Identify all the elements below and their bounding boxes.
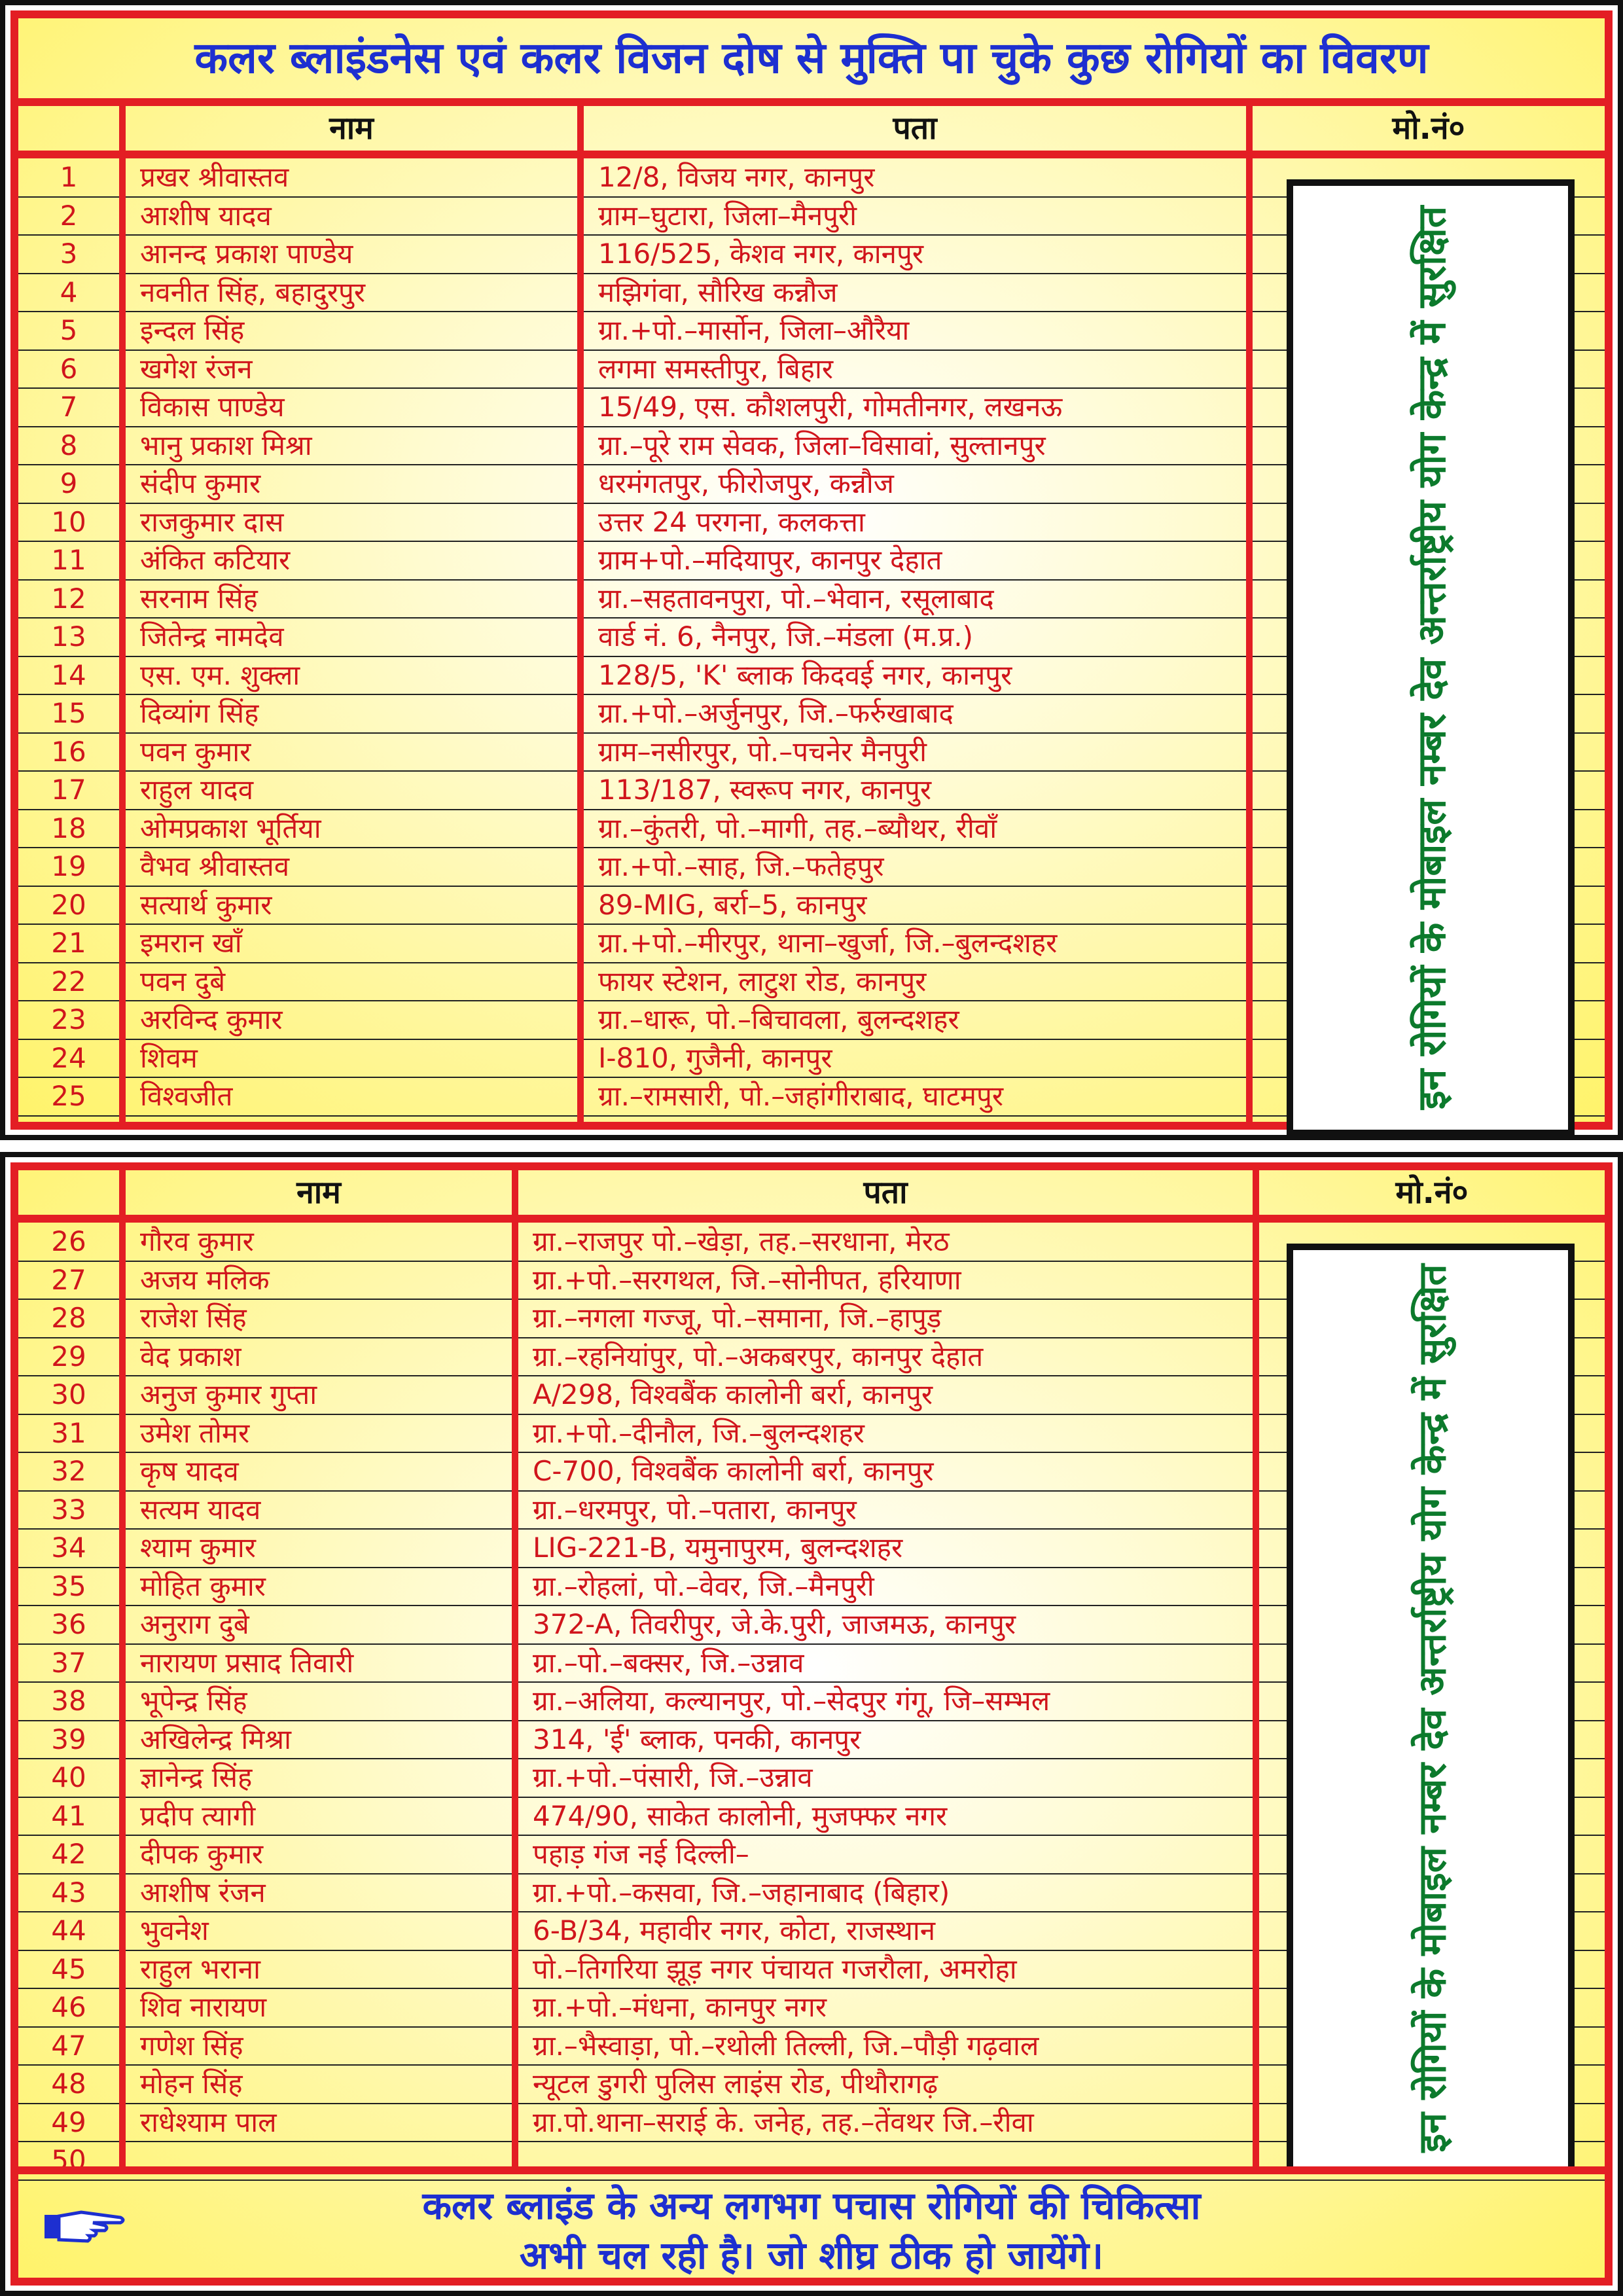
patient-name: शिव नारायण xyxy=(140,1991,267,2023)
patient-address: ग्रा.–भैस्वाड़ा, पो.–रथोली तिल्ली, जि.–पौड़ी गढ़वाल xyxy=(533,2029,1039,2062)
row-number: 31 xyxy=(51,1416,86,1449)
patient-name: अरविन्द कुमार xyxy=(140,1003,283,1035)
patient-address: 314, 'ई' ब्लाक, पनकी, कानपुर xyxy=(533,1723,861,1755)
patient-name: दीपक कुमार xyxy=(140,1838,264,1870)
patient-name: इमरान खाँ xyxy=(140,927,242,959)
row-number: 29 xyxy=(51,1340,86,1372)
patient-address: ग्रा.–धारू, पो.–बिचावला, बुलन्दशहर xyxy=(598,1003,959,1035)
patient-name: भूपेन्द्र सिंह xyxy=(140,1685,247,1717)
patient-name: शिवम xyxy=(140,1041,198,1074)
patient-name: आनन्द प्रकाश पाण्डेय xyxy=(140,238,353,270)
patient-address: ग्रा.+पो.–दीनौल, जि.–बुलन्दशहर xyxy=(533,1416,865,1449)
row-number: 33 xyxy=(51,1493,86,1526)
row-number: 10 xyxy=(51,505,86,538)
patient-name: अनुराग दुबे xyxy=(140,1608,249,1640)
row-number: 18 xyxy=(51,812,86,844)
patient-address: I-810, गुजैनी, कानपुर xyxy=(598,1041,832,1074)
row-number: 38 xyxy=(51,1685,86,1717)
patient-address: न्यूटल डुगरी पुलिस लाइंस रोड, पीथौरागढ़ xyxy=(533,2068,938,2100)
row-number: 40 xyxy=(51,1761,86,1793)
patient-address: ग्रा.–सहतावनपुरा, पो.–भेवान, रसूलाबाद xyxy=(598,582,994,615)
mobile-numbers-notice-box xyxy=(1287,1244,1575,2173)
row-number: 12 xyxy=(51,582,86,615)
header-mobile: मो.नं० xyxy=(1392,110,1465,147)
pointing-hand-icon xyxy=(42,2203,127,2249)
patient-name: नवनीत सिंह, बहादुरपुर xyxy=(140,276,366,308)
patient-address: ग्राम–नसीरपुर, पो.–पचनेर मैनपुरी xyxy=(598,735,927,768)
row-number: 28 xyxy=(51,1302,86,1334)
patient-name: खगेश रंजन xyxy=(140,352,253,385)
row-number: 3 xyxy=(60,238,78,270)
patient-name: आशीष रंजन xyxy=(140,1876,266,1909)
mobile-numbers-notice-box xyxy=(1287,179,1575,1136)
row-number: 15 xyxy=(51,697,86,729)
patient-name: एस. एम. शुक्ला xyxy=(140,658,300,691)
footer-note xyxy=(18,2166,1605,2278)
table-header xyxy=(18,106,1605,151)
patient-name: अखिलेन्द्र मिश्रा xyxy=(140,1723,292,1755)
mobile-numbers-notice: इन रोगियों के मोबाइल नम्बर देव अन्तर्राष्ट्रीय योग केन्द्र में सुरक्षित xyxy=(1410,1264,1455,2153)
patient-address: ग्रा.+पो.–पंसारी, जि.–उन्नाव xyxy=(533,1761,813,1793)
patient-address: फायर स्टेशन, लाटुश रोड, कानपुर xyxy=(598,965,927,997)
header-name: नाम xyxy=(296,1174,341,1211)
patient-name: श्याम कुमार xyxy=(140,1532,256,1564)
patient-name: विकास पाण्डेय xyxy=(140,391,285,423)
row-number: 22 xyxy=(51,965,86,997)
patient-address: वार्ड नं. 6, नैनपुर, जि.–मंडला (म.प्र.) xyxy=(598,620,974,653)
patient-address: ग्राम+पो.–मदियापुर, कानपुर देहात xyxy=(598,544,942,576)
header-mobile: मो.नं० xyxy=(1395,1174,1469,1211)
patient-name: गौरव कुमार xyxy=(140,1225,254,1257)
row-number: 6 xyxy=(60,352,78,385)
patient-address: धरमंगतपुर, फीरोजपुर, कन्नौज xyxy=(598,467,894,499)
row-number: 47 xyxy=(51,2029,86,2062)
row-number: 34 xyxy=(51,1532,86,1564)
table-header xyxy=(18,1170,1605,1215)
row-number: 49 xyxy=(51,2106,86,2138)
row-number: 36 xyxy=(51,1608,86,1640)
patient-address: ग्रा.–रामसारी, पो.–जहांगीराबाद, घाटमपुर xyxy=(598,1080,1004,1112)
patient-name: अनुज कुमार गुप्ता xyxy=(140,1378,317,1410)
patient-address: 89-MIG, बर्रा–5, कानपुर xyxy=(598,888,867,921)
patient-address: पो.–तिगरिया झूड़ नगर पंचायत गजरौला, अमरोहा xyxy=(533,1952,1017,1985)
patient-name: जितेन्द्र नामदेव xyxy=(140,620,284,653)
header-address: पता xyxy=(893,110,937,147)
patient-name: उमेश तोमर xyxy=(140,1416,250,1449)
row-number: 8 xyxy=(60,429,78,461)
row-number: 1 xyxy=(60,161,78,193)
header-address: पता xyxy=(863,1174,908,1211)
patient-address: ग्रा.–रहनियांपुर, पो.–अकबरपुर, कानपुर देहात xyxy=(533,1340,984,1372)
row-number: 44 xyxy=(51,1914,86,1946)
patient-name: कृष यादव xyxy=(140,1455,239,1487)
patient-name: राजेश सिंह xyxy=(140,1302,247,1334)
patient-address: 474/90, साकेत कालोनी, मुजफ्फर नगर xyxy=(533,1799,948,1832)
row-number: 48 xyxy=(51,2068,86,2100)
patient-name: अजय मलिक xyxy=(140,1263,270,1296)
row-number: 5 xyxy=(60,314,78,346)
row-number: 20 xyxy=(51,888,86,921)
patient-address: ग्रा.+पो.–मीरपुर, थाना–खुर्जा, जि.–बुलन्दशहर xyxy=(598,927,1058,959)
patient-address: 128/5, 'K' ब्लाक किदवई नगर, कानपुर xyxy=(598,658,1012,691)
row-number: 26 xyxy=(51,1225,86,1257)
patient-address: A/298, विश्वबैंक कालोनी बर्रा, कानपुर xyxy=(533,1378,933,1410)
patient-address: 116/525, केशव नगर, कानपुर xyxy=(598,238,924,270)
patient-address: ग्रा.–रोहलां, पो.–वेवर, जि.–मैनपुरी xyxy=(533,1570,874,1602)
row-number: 37 xyxy=(51,1646,86,1679)
row-number: 50 xyxy=(51,2144,86,2176)
row-number: 17 xyxy=(51,774,86,806)
footer-line-2: अभी चल रही है। जो शीघ्र ठीक हो जायेंगे। xyxy=(519,2233,1104,2278)
patient-address: ग्रा.–पो.–बक्सर, जि.–उन्नाव xyxy=(533,1646,804,1679)
patient-name: पवन कुमार xyxy=(140,735,251,768)
patient-name: सत्यम यादव xyxy=(140,1493,261,1526)
row-number: 25 xyxy=(51,1080,86,1112)
patient-address: ग्रा.+पो.–मंधना, कानपुर नगर xyxy=(533,1991,827,2023)
row-number: 35 xyxy=(51,1570,86,1602)
patient-name: अंकित कटियार xyxy=(140,544,291,576)
patient-name: दिव्यांग सिंह xyxy=(140,697,259,729)
patient-address: ग्रा.+पो.–साह, जि.–फतेहपुर xyxy=(598,850,884,882)
patient-table-1 xyxy=(18,106,1605,1122)
row-number: 27 xyxy=(51,1263,86,1296)
row-number: 13 xyxy=(51,620,86,653)
row-number: 16 xyxy=(51,735,86,768)
patient-name: वैभव श्रीवास्तव xyxy=(140,850,290,882)
row-number: 32 xyxy=(51,1455,86,1487)
row-number: 19 xyxy=(51,850,86,882)
patient-name: सरनाम सिंह xyxy=(140,582,258,615)
patient-address: ग्राम–घुटारा, जिला–मैनपुरी xyxy=(598,199,857,232)
patient-address: LIG-221-B, यमुनापुरम, बुलन्दशहर xyxy=(533,1532,903,1564)
patient-name: वेद प्रकाश xyxy=(140,1340,241,1372)
patient-address: ग्रा.–अलिया, कल्यानपुर, पो.–सेदपुर गंगू, जि–सम्भल xyxy=(533,1685,1050,1717)
patient-address: ग्रा.–राजपुर पो.–खेड़ा, तह.–सरधाना, मेरठ xyxy=(533,1225,950,1257)
row-number: 7 xyxy=(60,391,78,423)
row-number: 39 xyxy=(51,1723,86,1755)
patient-name: भानु प्रकाश मिश्रा xyxy=(140,429,312,461)
patient-address: ग्रा.–पूरे राम सेवक, जिला–विसावां, सुल्तानपुर xyxy=(598,429,1046,461)
row-number: 21 xyxy=(51,927,86,959)
patient-address: 113/187, स्वरूप नगर, कानपुर xyxy=(598,774,932,806)
row-number: 30 xyxy=(51,1378,86,1410)
patient-address: ग्रा.+पो.–मार्सोन, जिला–औरैया xyxy=(598,314,910,346)
row-number: 14 xyxy=(51,658,86,691)
patient-name: इन्दल सिंह xyxy=(140,314,245,346)
patient-address: 15/49, एस. कौशलपुरी, गोमतीनगर, लखनऊ xyxy=(598,391,1063,423)
patient-name: ज्ञानेन्द्र सिंह xyxy=(140,1761,253,1793)
patient-name: पवन दुबे xyxy=(140,965,226,997)
row-number: 41 xyxy=(51,1799,86,1832)
patient-name: राधेश्याम पाल xyxy=(140,2106,277,2138)
patient-table-2 xyxy=(18,1170,1605,2176)
row-number: 24 xyxy=(51,1041,86,1074)
patient-name: मोहित कुमार xyxy=(140,1570,266,1602)
patient-address: ग्रा.–नगला गज्जू, पो.–समाना, जि.–हापुड़ xyxy=(533,1302,942,1334)
row-number: 42 xyxy=(51,1838,86,1870)
patient-name: विश्वजीत xyxy=(140,1080,233,1112)
patient-address: 12/8, विजय नगर, कानपुर xyxy=(598,161,875,193)
patient-address: लगमा समस्तीपुर, बिहार xyxy=(598,352,834,385)
row-number: 11 xyxy=(51,544,86,576)
patient-name: आशीष यादव xyxy=(140,199,272,232)
patient-name: ओमप्रकाश भूर्तिया xyxy=(140,812,321,844)
patient-name: राहुल भराना xyxy=(140,1952,260,1985)
patient-name: नारायण प्रसाद तिवारी xyxy=(140,1646,354,1679)
patient-address: ग्रा.–धरमपुर, पो.–पतारा, कानपुर xyxy=(533,1493,857,1526)
patient-address: ग्रा.+पो.–अर्जुनपुर, जि.–फर्रुखाबाद xyxy=(598,697,954,729)
row-number: 45 xyxy=(51,1952,86,1985)
patient-name: गणेश सिंह xyxy=(140,2029,243,2062)
page-title: कलर ब्लाइंडनेस एवं कलर विजन दोष से मुक्ति पा चुके कुछ रोगियों का विवरण xyxy=(18,18,1605,106)
row-number: 46 xyxy=(51,1991,86,2023)
patient-name: प्रखर श्रीवास्तव xyxy=(140,161,289,193)
patient-address: मझिगंवा, सौरिख कन्नौज xyxy=(598,276,838,308)
patient-address: ग्रा.+पो.–कसवा, जि.–जहानाबाद (बिहार) xyxy=(533,1876,950,1909)
patient-address: ग्रा.पो.थाना–सराई के. जनेह, तह.–तेंवथर जि.–रीवा xyxy=(533,2106,1034,2138)
row-number: 43 xyxy=(51,1876,86,1909)
header-name: नाम xyxy=(329,110,374,147)
patient-address: ग्रा.–कुंतरी, पो.–मागी, तह.–ब्यौथर, रीवाँ xyxy=(598,812,997,844)
row-number: 9 xyxy=(60,467,78,499)
patient-name: मोहन सिंह xyxy=(140,2068,243,2100)
patient-name: राहुल यादव xyxy=(140,774,254,806)
patient-address: 372-A, तिवरीपुर, जे.के.पुरी, जाजमऊ, कानपुर xyxy=(533,1608,1016,1640)
patient-name: प्रदीप त्यागी xyxy=(140,1799,256,1832)
row-number: 23 xyxy=(51,1003,86,1035)
patient-address: C-700, विश्वबैंक कालोनी बर्रा, कानपुर xyxy=(533,1455,934,1487)
patient-address: ग्रा.+पो.–सरगथल, जि.–सोनीपत, हरियाणा xyxy=(533,1263,961,1296)
patient-name: संदीप कुमार xyxy=(140,467,261,499)
patient-name: भुवनेश xyxy=(140,1914,209,1946)
footer-line-1: कलर ब्लाइंड के अन्य लगभग पचास रोगियों की चिकित्सा xyxy=(422,2183,1201,2228)
patient-name: सत्यार्थ कुमार xyxy=(140,888,272,921)
mobile-numbers-notice: इन रोगियों के मोबाइल नम्बर देव अन्तर्राष्ट्रीय योग केन्द्र में सुरक्षित xyxy=(1409,206,1454,1110)
patient-address: 6-B/34, महावीर नगर, कोटा, राजस्थान xyxy=(533,1914,936,1946)
patients-panel-1 xyxy=(0,0,1623,1140)
patient-address: उत्तर 24 परगना, कलकत्ता xyxy=(598,505,865,538)
patient-name: राजकुमार दास xyxy=(140,505,284,538)
patient-address: पहाड़ गंज नई दिल्ली– xyxy=(533,1838,749,1870)
patients-panel-2 xyxy=(0,1152,1623,2296)
row-number: 2 xyxy=(60,199,78,232)
row-number: 4 xyxy=(60,276,78,308)
